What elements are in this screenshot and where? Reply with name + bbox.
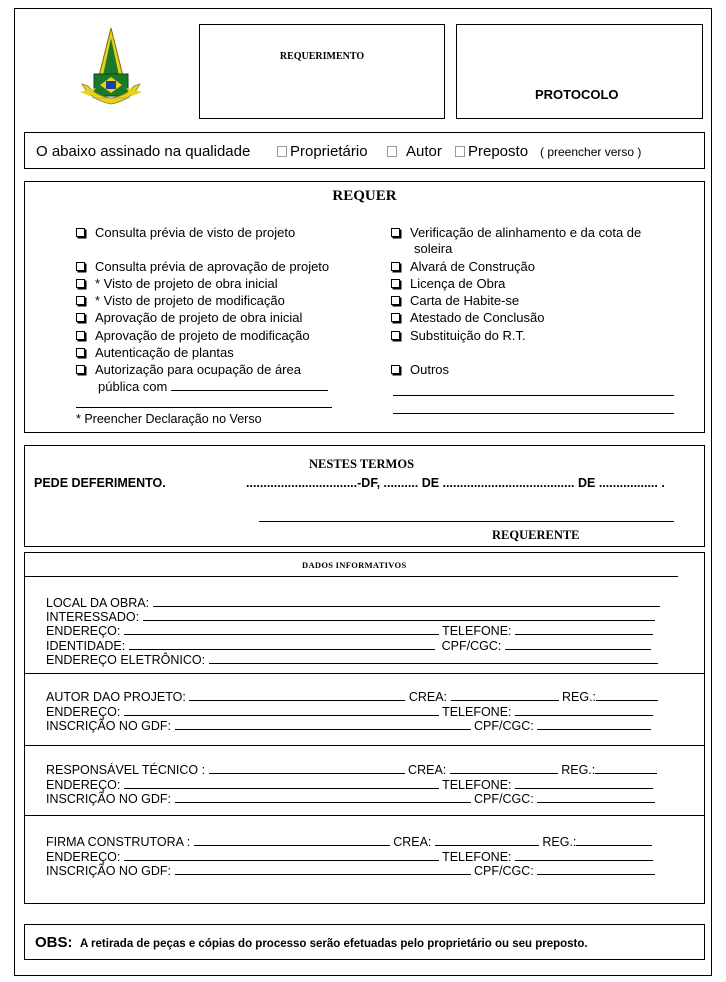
checkbox-icon[interactable] [76,296,85,305]
autor-row[interactable]: AUTOR DAO PROJETO: CREA: REG.: [46,689,658,704]
autor-endereco-field[interactable] [124,704,439,716]
checkbox-icon[interactable] [76,262,85,271]
requer-right-item[interactable]: Outros [391,362,449,378]
endereco-row[interactable]: ENDEREÇO: TELEFONE: [46,623,653,638]
termos-title: NESTES TERMOS [309,457,415,471]
outros-line-2[interactable] [393,413,674,414]
responsavel-inscricao-row[interactable]: INSCRIÇÃO NO GDF: CPF/CGC: [46,791,655,806]
requer-left-item[interactable]: Aprovação de projeto de modificação [76,328,310,344]
firma-endereco-row[interactable]: ENDEREÇO: TELEFONE: [46,849,653,864]
email-row[interactable]: ENDEREÇO ELETRÔNICO: [46,652,658,667]
protocolo-box [456,24,703,119]
requer-right-item[interactable]: Substituição do R.T. [391,328,526,344]
requerimento-box [199,24,445,119]
dados-title-underline [25,576,678,577]
checkbox-icon[interactable] [455,146,465,157]
termos-box [24,445,705,547]
requer-title: REQUER [332,188,397,204]
responsavel-reg-field[interactable] [595,762,657,774]
checkbox-icon[interactable] [387,146,397,157]
firma-inscricao-row[interactable]: INSCRIÇÃO NO GDF: CPF/CGC: [46,863,655,878]
emblem-icon [76,26,146,112]
requer-right-item[interactable]: Carta de Habite-se [391,293,519,309]
autor-field[interactable] [189,689,405,701]
checkbox-icon[interactable] [277,146,287,157]
responsavel-telefone-field[interactable] [515,777,653,789]
interessado-row[interactable]: INTERESSADO: [46,609,655,624]
responsavel-endereco-row[interactable]: ENDEREÇO: TELEFONE: [46,777,653,792]
responsavel-cpf-field[interactable] [537,791,655,803]
requer-left-item[interactable]: Consulta prévia de aprovação de projeto [76,259,329,275]
firma-field[interactable] [194,834,390,846]
endereco-field[interactable] [124,623,439,635]
option-autor[interactable]: Autor [387,143,442,160]
firma-inscricao-field[interactable] [175,863,471,875]
interessado-field[interactable] [143,609,655,621]
requer-right-item[interactable]: Alvará de Construção [391,259,535,275]
requer-right-continuation: soleira [414,241,453,256]
autor-inscricao-field[interactable] [175,718,471,730]
obs-text: A retirada de peças e cópias do processo serão efetuadas pelo proprietário ou seu preposto. [79,938,588,950]
divider [25,815,704,816]
autor-endereco-row[interactable]: ENDEREÇO: TELEFONE: [46,704,653,719]
telefone-field[interactable] [515,623,653,635]
checkbox-icon[interactable] [76,228,85,237]
requer-right-item[interactable]: Verificação de alinhamento e da cota de [391,225,641,241]
autor-reg-field[interactable] [596,689,658,701]
firma-endereco-field[interactable] [124,849,439,861]
requer-left-item[interactable]: Autenticação de plantas [76,345,234,361]
autor-inscricao-row[interactable]: INSCRIÇÃO NO GDF: CPF/CGC: [46,718,651,733]
checkbox-icon[interactable] [391,365,400,374]
requer-left-item[interactable]: * Visto de projeto de modificação [76,293,285,309]
requer-left-item[interactable]: Consulta prévia de visto de projeto [76,225,295,241]
requerimento-title: REQUERIMENTO [279,51,365,62]
local-obra-field[interactable] [153,595,660,607]
qualidade-intro: O abaixo assinado na qualidade [36,143,251,160]
responsavel-field[interactable] [209,762,405,774]
responsavel-crea-field[interactable] [450,762,558,774]
qualidade-note: ( preencher verso ) [540,145,642,159]
option-proprietario[interactable]: Proprietário [277,143,368,160]
firma-cpf-field[interactable] [537,863,655,875]
obs-box [24,924,705,960]
autor-crea-field[interactable] [451,689,559,701]
firma-telefone-field[interactable] [515,849,653,861]
firma-reg-field[interactable] [576,834,652,846]
requer-left-continuation: pública com [98,379,328,395]
checkbox-icon[interactable] [391,279,400,288]
date-line[interactable]: ................................-DF, .......... DE ...................................... DE ................. . [246,476,665,490]
requer-left-item[interactable]: * Visto de projeto de obra inicial [76,276,278,292]
publica-com-field[interactable] [171,379,328,391]
checkbox-icon[interactable] [76,331,85,340]
outros-line-1[interactable] [393,395,674,396]
cpf-field[interactable] [505,638,651,650]
checkbox-icon[interactable] [391,262,400,271]
requer-right-item[interactable]: Atestado de Conclusão [391,310,544,326]
responsavel-inscricao-field[interactable] [175,791,471,803]
identidade-field[interactable] [129,638,435,650]
checkbox-icon[interactable] [76,365,85,374]
signature-line[interactable] [259,521,674,522]
requer-footnote: * Preencher Declaração no Verso [76,412,262,426]
checkbox-icon[interactable] [391,228,400,237]
divider [25,745,704,746]
autor-telefone-field[interactable] [515,704,653,716]
checkbox-icon[interactable] [76,348,85,357]
requer-left-item[interactable]: Autorização para ocupação de área [76,362,301,378]
responsavel-endereco-field[interactable] [124,777,439,789]
responsavel-row[interactable]: RESPONSÁVEL TÉCNICO : CREA: REG.: [46,762,657,777]
requer-right-item[interactable]: Licença de Obra [391,276,505,292]
identidade-row[interactable]: IDENTIDADE: CPF/CGC: [46,638,651,653]
left-blank-line[interactable] [76,407,332,408]
firma-crea-field[interactable] [435,834,539,846]
requer-left-item[interactable]: Aprovação de projeto de obra inicial [76,310,302,326]
obs-row: OBS: A retirada de peças e cópias do processo serão efetuadas pelo proprietário ou seu preposto. [35,934,588,951]
checkbox-icon[interactable] [76,313,85,322]
divider [25,673,704,674]
protocolo-title: PROTOCOLO [535,87,619,102]
option-preposto[interactable]: Preposto [455,143,528,160]
checkbox-icon[interactable] [391,296,400,305]
checkbox-icon[interactable] [76,279,85,288]
checkbox-icon[interactable] [391,313,400,322]
obs-label: OBS [35,934,68,951]
email-field[interactable] [209,652,658,664]
checkbox-icon[interactable] [391,331,400,340]
pede-deferimento: PEDE DEFERIMENTO. [34,476,166,490]
local-obra-row[interactable]: LOCAL DA OBRA: [46,595,660,610]
requerente-label: REQUERENTE [492,528,580,542]
firma-row[interactable]: FIRMA CONSTRUTORA : CREA: REG.: [46,834,652,849]
autor-cpf-field[interactable] [537,718,651,730]
dados-title: DADOS INFORMATIVOS [302,560,407,570]
qualidade-box [24,132,705,169]
